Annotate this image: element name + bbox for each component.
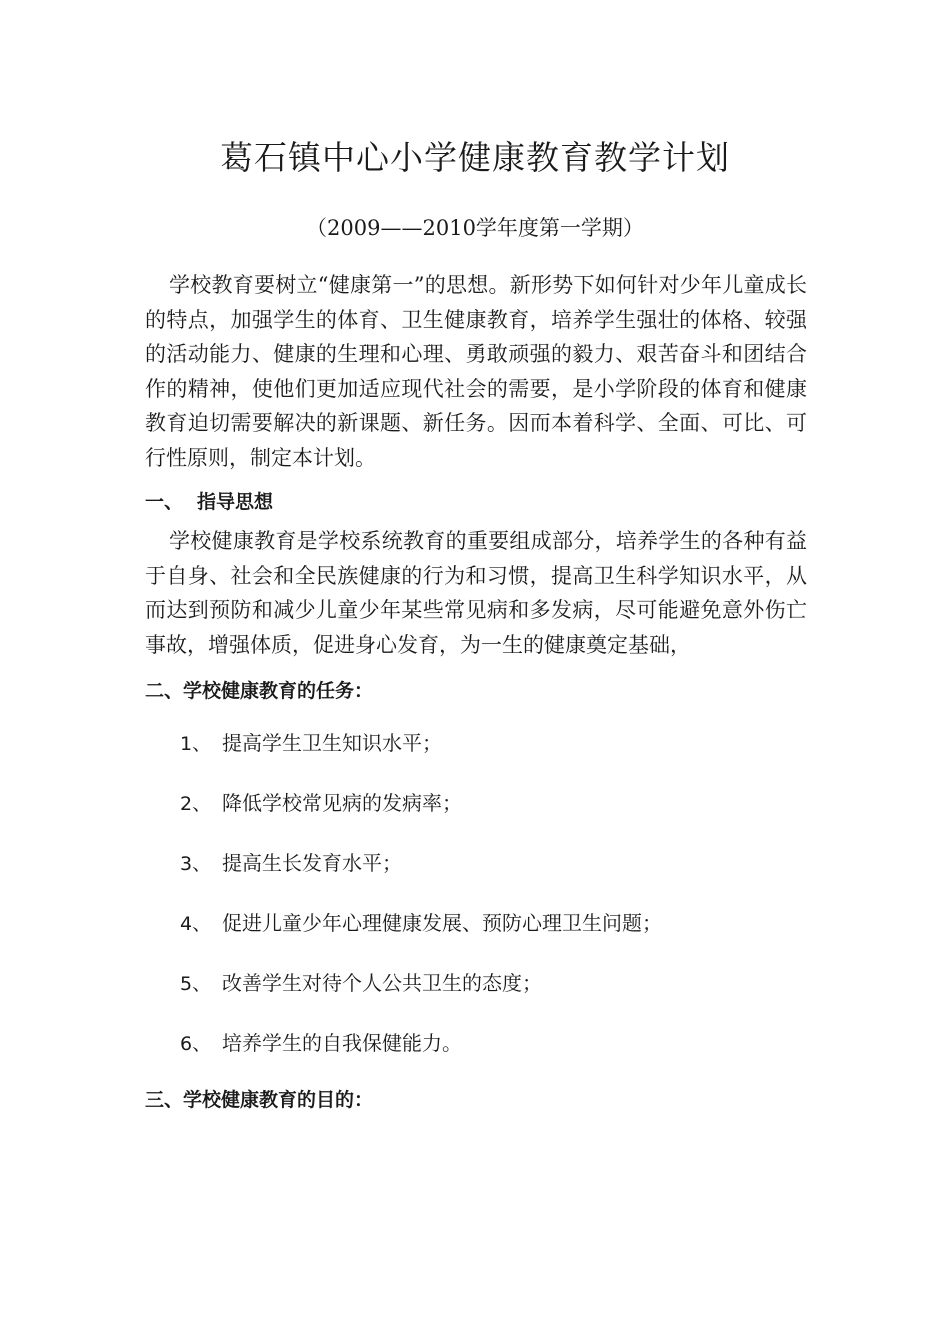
section-number: 一、 (145, 491, 184, 513)
section-heading-purpose: 三、学校健康教育的目的： (145, 1089, 374, 1111)
list-item (180, 728, 780, 788)
list-item-index: 4、 (180, 913, 212, 935)
list-item-text: 培养学生的自我保健能力。 (222, 1031, 462, 1055)
list-item (180, 788, 780, 848)
list-item-text: 提高学生卫生知识水平； (222, 731, 442, 755)
list-item (180, 848, 780, 908)
section-heading-guiding-ideology (145, 488, 807, 516)
list-item-index: 2、 (180, 793, 212, 815)
list-item-text: 提高生长发育水平； (222, 851, 402, 875)
list-item-index: 1、 (180, 733, 212, 755)
list-item-index: 6、 (180, 1033, 212, 1055)
guiding-ideology-paragraph: 学校健康教育是学校系统教育的重要组成部分，培养学生的各种有益于自身、社会和全民族健康的行为和习惯，提高卫生科学知识水平，从而达到预防和减少儿童少年某些常见病和多发病，尽可能避免意外伤亡事故，增强体质，促进身心发育，为一生的健康奠定基础， (145, 529, 807, 657)
task-list (180, 728, 780, 1088)
section-heading-text: 指导思想 (197, 491, 274, 513)
list-item (180, 1028, 780, 1088)
page-title: 葛石镇中心小学健康教育教学计划 (220, 138, 730, 177)
intro-paragraph: 学校教育要树立“健康第一”的思想。新形势下如何针对少年儿童成长的特点，加强学生的体育、卫生健康教育，培养学生强壮的体格、较强的活动能力、健康的生理和心理、勇敢顽强的毅力、艰苦奋斗和团结合作的精神，使他们更加适应现代社会的需要，是小学阶段的体育和健康教育迫切需要解决的新课题、新任务。因而本着科学、全面、可比、可行性原则，制定本计划。 (145, 273, 807, 470)
list-item-text: 促进儿童少年心理健康发展、预防心理卫生问题； (222, 911, 662, 935)
list-item-text: 降低学校常见病的发病率； (222, 791, 462, 815)
list-item (180, 908, 780, 968)
list-item-index: 5、 (180, 973, 212, 995)
list-item-index: 3、 (180, 853, 212, 875)
section-heading-tasks: 二、学校健康教育的任务： (145, 680, 374, 702)
list-item-text: 改善学生对待个人公共卫生的态度； (222, 971, 542, 995)
list-item (180, 968, 780, 1028)
page-subtitle: （2009——2010学年度第一学期） (306, 216, 644, 240)
